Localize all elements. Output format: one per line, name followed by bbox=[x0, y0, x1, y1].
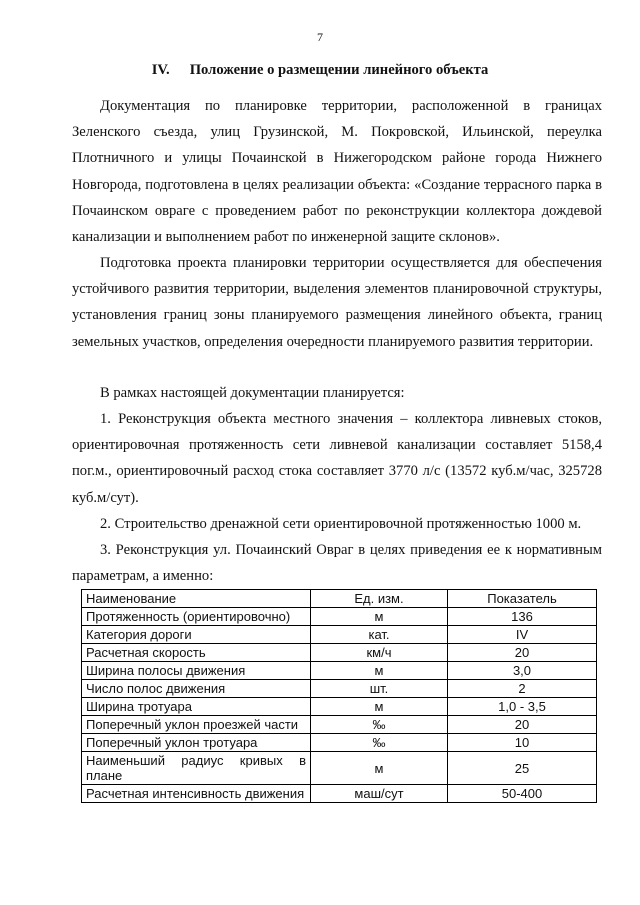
row-unit: ‰ bbox=[311, 716, 448, 734]
header-unit: Ед. изм. bbox=[311, 590, 448, 608]
header-value: Показатель bbox=[448, 590, 597, 608]
row-name: Поперечный уклон тротуара bbox=[82, 734, 311, 752]
section-title: Положение о размещении линейного объекта bbox=[189, 62, 489, 78]
page-number: 7 bbox=[317, 30, 323, 44]
row-unit: м bbox=[311, 662, 448, 680]
paragraph-purpose: Подготовка проекта планировки территории осуществляется для обеспечения устойчивого развития территории, выделения элементов планировочной структуры, установления границ зоны планируемого размещения линейного объекта, границ земельных участков, определения очередности планируемого развития территории. bbox=[72, 255, 602, 350]
row-unit: м bbox=[311, 698, 448, 716]
row-name: Число полос движения bbox=[82, 680, 311, 698]
paragraph-item-1: 1. Реконструкция объекта местного значения – коллектора ливневых стоков, ориентировочная протяженность сети ливневой канализации составляет 5158,4 пог.м., ориентировочный расход стока составляет 3770 л/с (13572 куб.м/час, 325728 куб.м/сут). bbox=[72, 411, 602, 506]
row-unit: км/ч bbox=[311, 644, 448, 662]
section-number: IV. bbox=[151, 62, 170, 78]
row-value: 1,0 - 3,5 bbox=[448, 698, 597, 716]
row-value: IV bbox=[448, 626, 597, 644]
table-row bbox=[82, 734, 597, 752]
road-parameters-table bbox=[81, 589, 597, 803]
row-value: 20 bbox=[448, 644, 597, 662]
row-value: 3,0 bbox=[448, 662, 597, 680]
row-name: Расчетная интенсивность движения bbox=[82, 785, 311, 803]
paragraph-scope: Документация по планировке территории, расположенной в границах Зеленского съезда, улиц Грузинской, М. Покровской, Ильинской, переулка Плотничного и улицы Почаинской в Нижегородском районе города Нижнего Новгорода, подготовлена в целях реализации объекта: «Создание террасного парка в Почаинском овраге с проведением работ по реконструкции коллектора дождевой канализации и выполнением работ по инженерной защите склонов». bbox=[72, 98, 602, 246]
row-unit: м bbox=[311, 608, 448, 626]
row-unit: кат. bbox=[311, 626, 448, 644]
paragraph-item-3: 3. Реконструкция ул. Почаинский Овраг в целях приведения ее к нормативным параметрам, а именно: bbox=[72, 542, 602, 585]
paragraph-planned-intro: В рамках настоящей документации планируется: bbox=[100, 385, 405, 401]
header-name: Наименование bbox=[82, 590, 311, 608]
table-row bbox=[82, 644, 597, 662]
row-value: 136 bbox=[448, 608, 597, 626]
row-value: 20 bbox=[448, 716, 597, 734]
row-value: 2 bbox=[448, 680, 597, 698]
row-unit: маш/сут bbox=[311, 785, 448, 803]
row-name: Поперечный уклон проезжей части bbox=[82, 716, 311, 734]
row-unit: шт. bbox=[311, 680, 448, 698]
row-value: 50-400 bbox=[448, 785, 597, 803]
row-name: Ширина тротуара bbox=[82, 698, 311, 716]
row-name: Категория дороги bbox=[82, 626, 311, 644]
row-unit: ‰ bbox=[311, 734, 448, 752]
table-row bbox=[82, 662, 597, 680]
table-row bbox=[82, 785, 597, 803]
row-name: Наименьший радиус кривых в плане bbox=[82, 752, 311, 785]
table-row bbox=[82, 680, 597, 698]
table-row bbox=[82, 716, 597, 734]
table-row bbox=[82, 626, 597, 644]
paragraph-item-2: 2. Строительство дренажной сети ориентировочной протяженностью 1000 м. bbox=[100, 516, 582, 532]
table-row bbox=[82, 608, 597, 626]
row-name: Ширина полосы движения bbox=[82, 662, 311, 680]
table-row bbox=[82, 752, 597, 785]
row-unit: м bbox=[311, 752, 448, 785]
row-name: Протяженность (ориентировочно) bbox=[82, 608, 311, 626]
table-row bbox=[82, 698, 597, 716]
row-name: Расчетная скорость bbox=[82, 644, 311, 662]
row-value: 25 bbox=[448, 752, 597, 785]
section-heading bbox=[0, 62, 640, 79]
table-header-row bbox=[82, 590, 597, 608]
row-value: 10 bbox=[448, 734, 597, 752]
